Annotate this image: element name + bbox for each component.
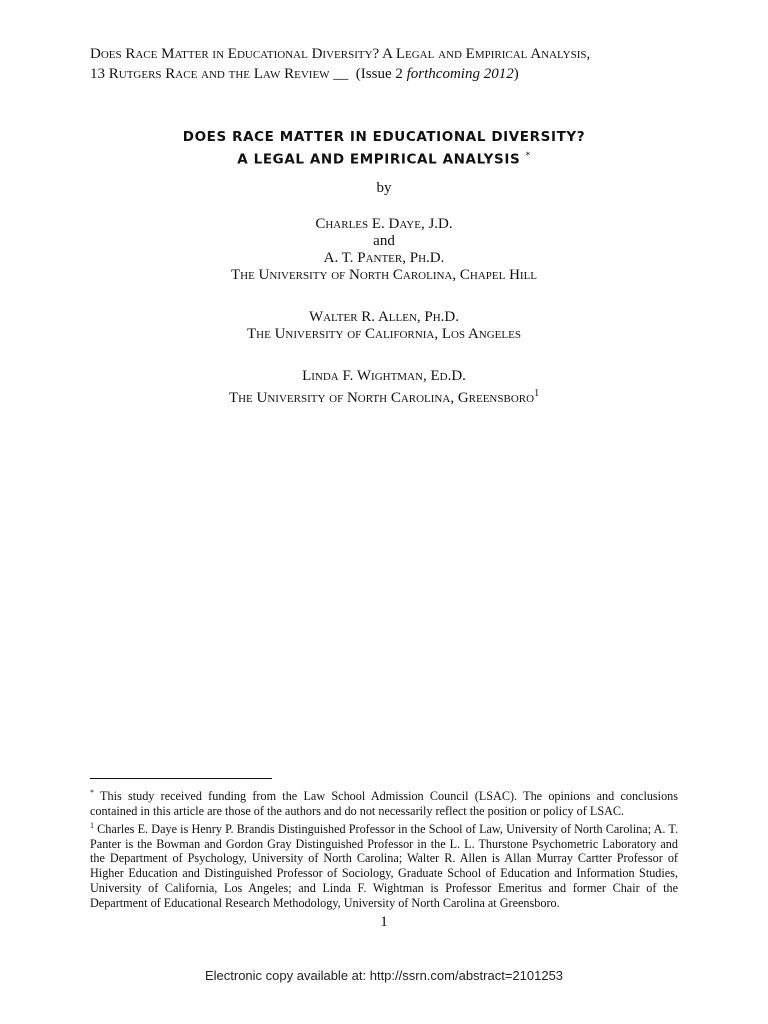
article-title-line2-text: A LEGAL AND EMPIRICAL ANALYSIS <box>237 151 521 168</box>
running-header-title: Does Race Matter in Educational Diversity? A Legal and Empirical Analysis, <box>90 46 591 62</box>
running-header-citation <box>90 64 710 84</box>
footnote-star-text: This study received funding from the Law School Admission Council (LSAC). The opinions and conclusions contained in this article are those of the authors and do not necessarily reflect the position or policy of LSAC. <box>90 789 678 818</box>
affiliation-unc-chapel-hill: The University of North Carolina, Chapel Hill <box>230 267 538 283</box>
article-title-line1: DOES RACE MATTER IN EDUCATIONAL DIVERSITY? <box>182 129 586 145</box>
footnote-star-marker: * <box>90 788 94 797</box>
byline: by <box>376 180 392 196</box>
footnote-1-text: Charles E. Daye is Henry P. Brandis Distinguished Professor in the School of Law, University of North Carolina; A. T. Panter is the Bowman and Gordon Gray Distinguished Professor in the L. L. Thurstone Psychometric Laboratory and the Department of Psychology, University of North Carolina; Walter R. Allen is Allan Murray Cartter Professor of Higher Education and Distinguished Professor of Sociology, Graduate School of Education and Information Studies, University of California, Los Angeles; and Linda F. Wightman is Professor Emeritus and former Chair of the Department of Educational Research Methodology, University of North Carolina at Greensboro. <box>90 821 678 910</box>
title-footnote-marker: * <box>525 151 531 161</box>
affiliation-unc-greensboro-line <box>0 385 768 407</box>
footnote-rule <box>90 778 272 779</box>
page-number: 1 <box>380 914 388 930</box>
footnote-star <box>90 786 678 819</box>
affiliation-footnote-marker: 1 <box>534 388 540 399</box>
author-block <box>0 216 768 407</box>
affiliation-ucla: The University of California, Los Angeles <box>247 326 521 342</box>
author-and: and <box>373 233 395 249</box>
running-header <box>90 44 710 84</box>
citation-issue: (Issue 2 <box>348 66 407 82</box>
article-title <box>0 128 768 170</box>
affiliation-unc-greensboro: The University of North Carolina, Greensboro <box>228 390 535 406</box>
citation-close: ) <box>513 66 519 82</box>
author-wightman: Linda F. Wightman, Ed.D. <box>302 368 466 384</box>
author-panter: A. T. Panter, Ph.D. <box>323 250 445 266</box>
author-daye: Charles E. Daye, J.D. <box>315 216 453 232</box>
footnote-1 <box>90 819 678 911</box>
citation-journal: 13 Rutgers Race and the Law Review __ <box>90 66 349 82</box>
citation-forthcoming: forthcoming 2012 <box>406 66 514 82</box>
article-title-line2 <box>0 147 768 170</box>
author-allen: Walter R. Allen, Ph.D. <box>308 309 460 325</box>
footnotes <box>90 786 678 911</box>
ssrn-notice: Electronic copy available at: http://ssrn.com/abstract=2101253 <box>204 968 564 983</box>
footnote-1-marker: 1 <box>90 820 94 830</box>
